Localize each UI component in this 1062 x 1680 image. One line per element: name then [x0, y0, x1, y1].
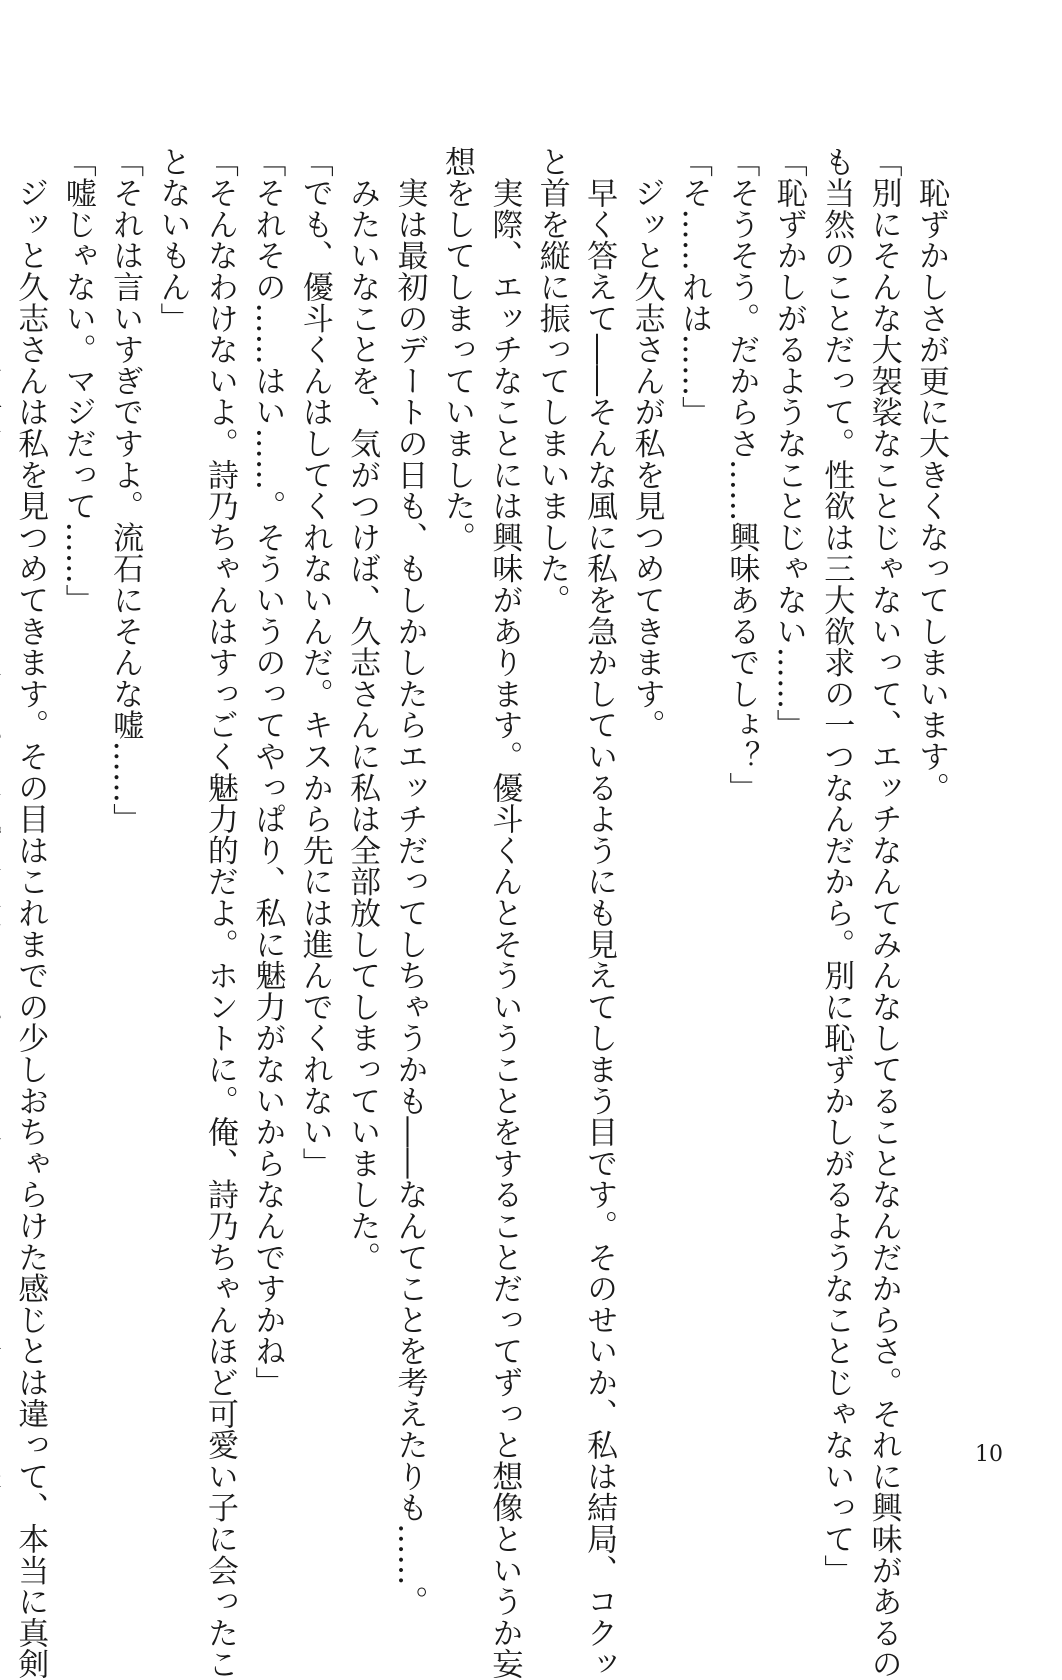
text-line: 「それは言いすぎですよ。流石にそんな嘘……」 — [107, 146, 144, 835]
text-line: も当然のことだって。性欲は三大欲求の一つなんだから。別に恥ずかしがるようなことじゃないって」 — [818, 146, 855, 1586]
text-line: 早く答えて――そんな風に私を急かしているようにも見えてしまう目です。そのせいか、私は結局、コクッ — [581, 146, 618, 1680]
text-line: みたいなことを、気がつけば、久志さんに私は全部放してしまっていました。 — [344, 146, 381, 1273]
text-line: 「そんなわけないよ。詩乃ちゃんはすっごく魅力的だよ。ホントに。俺、詩乃ちゃんほど可愛い子に会ったこ — [201, 146, 238, 1680]
vertical-text-body — [12, 146, 954, 1680]
text-line: 「嘘じゃない。マジだって……」 — [59, 146, 96, 616]
text-line: 「それその……はい……。そういうのってやっぱり、私に魅力がないからなんですかね」 — [249, 146, 286, 1398]
text-line: 「別にそんな大袈裟なことじゃないって、エッチなんてみんなしてることなんだからさ。それに興味があるの — [865, 146, 902, 1680]
text-line: とないもん」 — [154, 146, 191, 334]
text-line: 「そ……れは……」 — [675, 146, 712, 428]
text-line: と首を縦に振ってしまいました。 — [533, 146, 570, 616]
page-number: 10 — [975, 1442, 1003, 1467]
text-line: 実は最初のデートの日も、もしかしたらエッチだってしちゃうかも――なんてことを考えたりも……。 — [391, 146, 428, 1618]
text-line: 「そうそう。だからさ……興味あるでしょ？」 — [723, 146, 760, 804]
text-line: ジッと久志さんは私を見つめてきます。その目はこれまでの少しおちゃらけた感じとは違って、本当に真剣 — [12, 146, 49, 1680]
text-line: 恥ずかしさが更に大きくなってしまいます。 — [913, 146, 949, 804]
text-line: ジッと久志さんが私を見つめてきます。 — [628, 146, 665, 741]
text-line: 「でも、優斗くんはしてくれないんだ。キスから先には進んでくれない」 — [296, 146, 333, 1179]
text-line: 想をしてしまっていました。 — [438, 146, 475, 553]
text-line: 「恥ずかしがるようなことじゃない……」 — [770, 146, 807, 741]
text-line: 実際、エッチなことには興味があります。優斗くんとそういうことをすることだってずっと想像というか妄 — [486, 146, 523, 1680]
text-line — [0, 146, 6, 1416]
